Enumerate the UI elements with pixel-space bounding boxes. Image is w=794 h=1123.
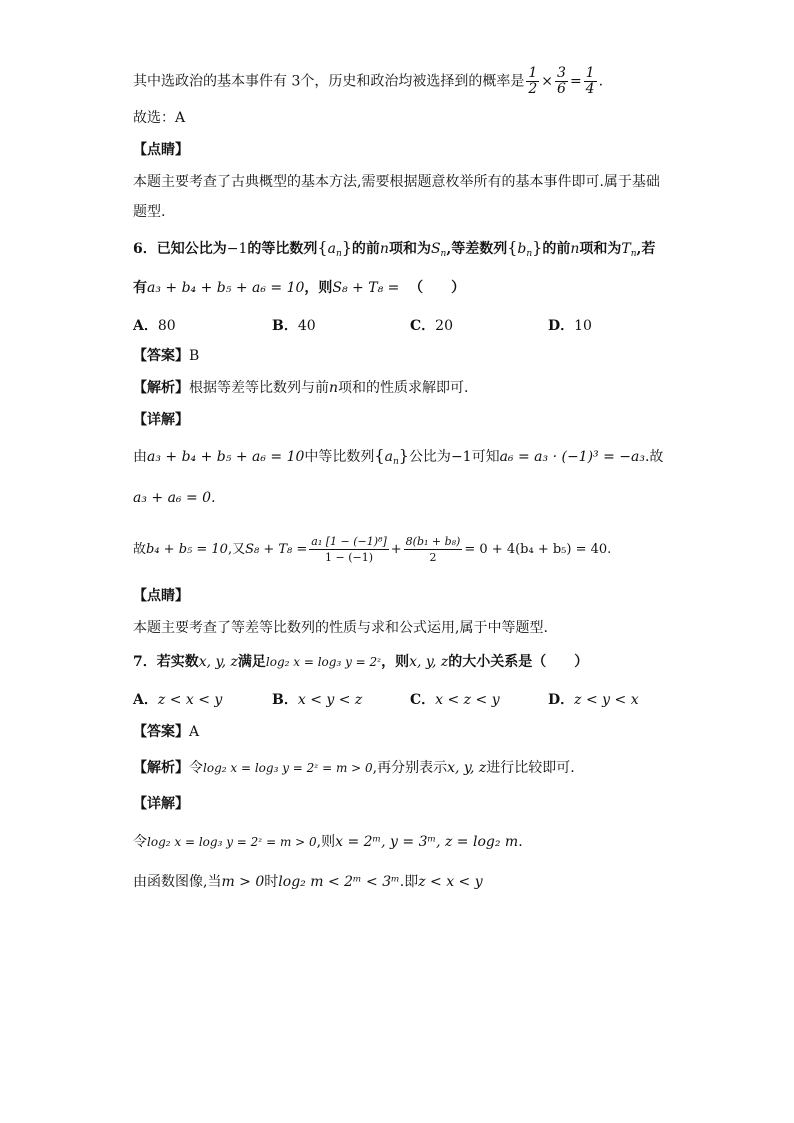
fraction-1-2 (526, 66, 539, 97)
probability-line (133, 66, 603, 97)
q7-vars: x, y, z (409, 654, 449, 670)
analysis-text: 令 (189, 760, 203, 776)
note-text-5a: 本题主要考查了古典概型的基本方法,需要根据题意枚举所有的基本事件即可.属于基础 (133, 174, 660, 190)
detail-text: 由 (133, 449, 147, 465)
option-value: 80 (157, 318, 176, 334)
q6-S-letter: S (430, 241, 441, 257)
detail-text: . (518, 834, 523, 850)
frac-num: a₁ [1 − (−1)⁸] (311, 535, 387, 548)
q7-vars: x, y, z (198, 654, 238, 670)
q7-stem-part: ，则 (381, 654, 410, 670)
q6-stem-part: 项和为 (579, 241, 622, 257)
frac-den: 2 (528, 81, 538, 97)
option-value: z < x < y (157, 692, 223, 708)
q7-option-a[interactable] (133, 690, 222, 710)
q7-detail-heading: 【详解】 (133, 796, 189, 812)
detail-text: 令 (133, 834, 147, 850)
analysis-vars: x, y, z (447, 760, 487, 776)
option-label: C． (410, 692, 436, 708)
option-label: D． (548, 318, 575, 334)
detail-text: 由函数图像,当 (133, 874, 222, 890)
option-label: B． (272, 318, 298, 334)
detail-a-sub: n (392, 457, 399, 467)
q7-stem (133, 652, 588, 672)
analysis-n: n (329, 380, 339, 396)
q6-detail-line1 (133, 446, 663, 472)
q6-option-a[interactable] (133, 316, 176, 336)
detail-expr: b₄ + b₅ = 10 (146, 542, 228, 557)
option-value: 40 (297, 318, 316, 334)
q6-S (431, 241, 446, 257)
detail-a-letter: a (384, 449, 393, 465)
analysis-label: 【解析】 (133, 380, 189, 396)
q7-stem-part: 满足 (237, 654, 266, 670)
q6-T-letter: T (621, 241, 631, 257)
q6-stem-part: ，则 (304, 280, 333, 296)
detail-text: .即 (399, 874, 419, 890)
q6-detail-line2: a₃ + a₆ = 0. (133, 490, 216, 506)
option-value: 20 (435, 318, 453, 334)
q7-stem-part: 7．若实数 (133, 654, 199, 670)
q7-detail-line2 (133, 872, 483, 892)
q6-T (621, 241, 636, 257)
choose-answer-line: 故选：A (133, 110, 186, 126)
detail-text: 时 (264, 874, 279, 890)
q6-stem-line2 (133, 278, 465, 298)
note-text-5b: 题型. (133, 204, 166, 220)
q6-note-heading: 【点睛】 (133, 588, 189, 604)
q6-stem-part: 项和为 (388, 241, 431, 257)
analysis-text: 根据等差等比数列与前 (189, 380, 329, 396)
frac-den: 6 (557, 81, 566, 97)
q6-seq-a: $\{a_n\}$ (317, 238, 352, 259)
q6-S-sub: n (440, 249, 447, 259)
q6-stem-part: 6．已知公比为 (133, 241, 227, 257)
detail-text: 故 (133, 542, 147, 557)
q6-stem-part: ,等差数列 (446, 241, 508, 257)
option-value: z < y < x (574, 692, 639, 708)
q6-stem-line1 (133, 238, 655, 264)
q6-stem-part: 的等比数列 (247, 241, 318, 257)
detail-seq-a: $\{a_n\}$ (374, 446, 409, 467)
detail-text: 公比为 (408, 449, 451, 465)
q7-answer (133, 722, 199, 742)
q7-option-d[interactable] (548, 690, 639, 710)
detail-text: .故 (644, 449, 664, 465)
note-heading-5: 【点睛】 (133, 142, 189, 158)
option-value: x < y < z (297, 692, 363, 708)
q7-option-c[interactable] (410, 690, 500, 710)
answer-label: 【答案】 (133, 724, 189, 740)
analysis-text: 项和的性质求解即可. (338, 380, 469, 396)
detail-expr: log₂ x = log₃ y = 2ᶻ = m > 0 (147, 835, 317, 849)
q6-a-letter: a (327, 241, 336, 257)
detail-expr: = 0 + 4(b₄ + b₅) = 40. (464, 542, 612, 557)
answer-value: B (189, 348, 200, 364)
detail-expr: z < x < y (418, 874, 483, 890)
detail-text: ,又 (227, 542, 246, 557)
option-label: D． (548, 692, 575, 708)
analysis-expr: log₂ x = log₃ y = 2ᶻ = m > 0 (203, 761, 373, 775)
q6-stem-part: 的前 (542, 241, 571, 257)
q6-note-text: 本题主要考查了等差等比数列的性质与求和公式运用,属于中等题型. (133, 620, 548, 636)
q7-option-b[interactable] (272, 690, 362, 710)
frac-num: 3 (557, 65, 566, 81)
equals-sign: = (569, 73, 582, 90)
period: . (598, 73, 604, 90)
q7-condition: log₂ x = log₃ y = 2ᶻ (265, 655, 382, 669)
detail-expr: x = 2ᵐ, y = 3ᵐ, z = log₂ m (335, 834, 519, 850)
q6-detail-heading: 【详解】 (133, 412, 189, 428)
q6-a-sub: n (335, 249, 342, 259)
frac-num: 1 (528, 65, 538, 81)
q6-stem-part: ,若 (636, 241, 656, 257)
detail-text: 中等比数列 (304, 449, 375, 465)
q6-blank: （ ） (409, 280, 466, 296)
frac-den: 1 − (−1) (325, 551, 374, 564)
q6-analysis (133, 378, 468, 398)
answer-value: A (189, 724, 200, 740)
times-sign: × (541, 73, 554, 90)
answer-label: 【答案】 (133, 348, 189, 364)
detail-text: 可知 (471, 449, 500, 465)
q7-analysis (133, 758, 575, 778)
detail-expr: log₂ m < 2ᵐ < 3ᵐ (278, 874, 400, 890)
frac-num: 8(b₁ + b₈) (405, 535, 461, 548)
q6-seq-b: $\{b_n\}$ (507, 238, 543, 259)
q6-n2: n (570, 241, 580, 257)
q6-T-sub: n (630, 249, 637, 259)
detail-expr: m > 0 (221, 874, 265, 890)
q6-n: n (379, 241, 389, 257)
detail-text: ,则 (316, 834, 336, 850)
detail-expr: a₃ + b₄ + b₅ + a₆ = 10 (147, 449, 305, 465)
q6-b-letter: b (517, 241, 527, 257)
arithmetic-sum-fraction (404, 534, 463, 565)
analysis-text: 进行比较即可. (486, 760, 575, 776)
q6-stem-part: 的前 (351, 241, 380, 257)
q7-stem-part: 的大小关系是（ ） (448, 654, 589, 670)
q6-stem-part: 有 (133, 280, 147, 296)
frac-den: 4 (585, 81, 595, 97)
option-label: A． (133, 318, 158, 334)
q6-ratio: −1 (226, 241, 248, 257)
q6-option-b[interactable] (272, 316, 316, 336)
q6-b-sub: n (526, 249, 533, 259)
option-label: C． (410, 318, 436, 334)
geometric-sum-fraction (309, 534, 388, 565)
q6-detail-line3 (133, 534, 611, 565)
q6-target: S₈ + T₈ = (332, 280, 400, 296)
fraction-1-4 (584, 66, 597, 97)
frac-den: 2 (429, 551, 437, 564)
q6-condition: a₃ + b₄ + b₅ + a₆ = 10 (147, 280, 305, 296)
q6-option-c[interactable] (410, 316, 453, 336)
option-label: A． (133, 692, 158, 708)
analysis-label: 【解析】 (133, 760, 189, 776)
detail-expr: a₆ = a₃ · (−1)³ = −a₃ (499, 449, 645, 465)
option-value: 10 (574, 318, 592, 334)
analysis-text: ,再分别表示 (372, 760, 448, 776)
q7-detail-line1 (133, 832, 523, 852)
option-value: x < z < y (435, 692, 500, 708)
frac-num: 1 (585, 65, 595, 81)
plus-sign: + (390, 542, 402, 557)
detail-expr: S₈ + T₈ = (245, 542, 308, 557)
q6-answer (133, 346, 199, 366)
fraction-3-6 (555, 66, 568, 97)
option-label: B． (272, 692, 298, 708)
probability-text: 其中选政治的基本事件有 3个，历史和政治均被选择到的概率是 (133, 73, 525, 90)
detail-ratio: −1 (450, 449, 472, 465)
q6-option-d[interactable] (548, 316, 592, 336)
